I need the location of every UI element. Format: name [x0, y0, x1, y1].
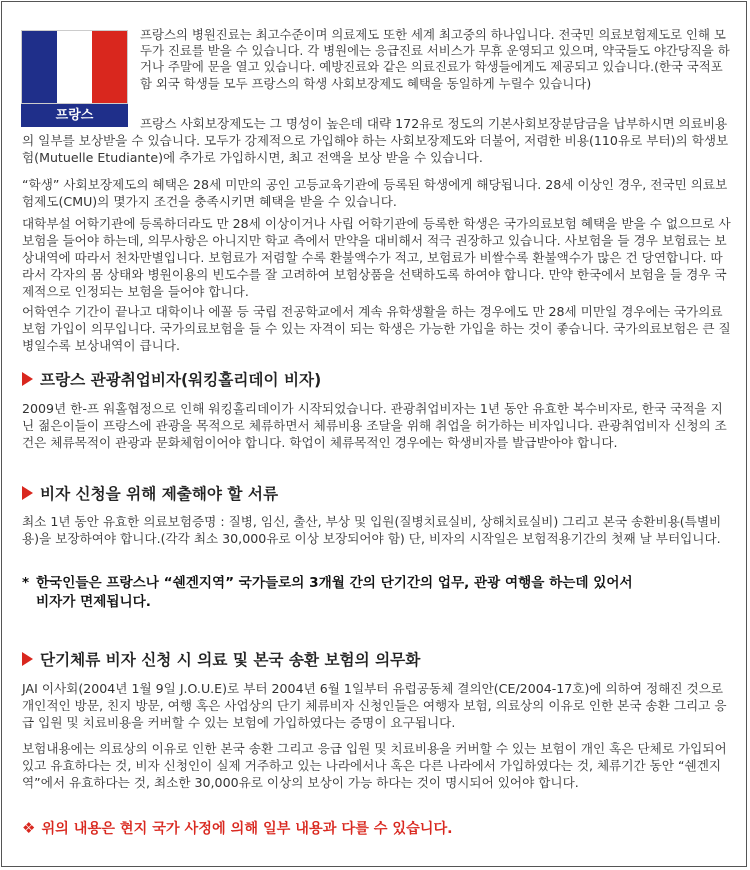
intro-paragraph-1: 프랑스의 병원진료는 최고수준이며 의료제도 또한 세계 최고중의 하나입니다. 전국민 의료보험제도로 인해 모두가 진료를 받을 수 있습니다. 각 병원에는 응급진료 서비스가 무휴 운영되고 있으며, 약국들도 야간당직을 하거나 주말에 문을 열고 있습니다. 예방진료와 같은 의료진료가 학생들에게도 제공되고 있습니다.(한국 국적포함 외국 학생들 모두 프랑스의 학생 사회보장제도 혜택을 동일하게 누릴수 있습니다) [140, 27, 730, 91]
diamond-bullet-icon: ❖ [22, 819, 36, 837]
language-school-paragraph: 대학부설 어학기관에 등록하더라도 만 28세 이상이거나 사립 어학기관에 등록한 학생은 국가의료보험 혜택을 받을 수 없으므로 사보험을 들어야 하는데, 의무사항은 아니지만 학교 측에서 만약을 대비해서 적극 권장하고 있습니다. 사보험을 들 경우 보험료는 보상내역에 따라서 천차만별입니다. 보험료가 저렴할 수록 환불액수가 적고, 보험료가 비쌀수록 환불액수가 많은 건 당연합니다. 따라서 각자의 몸 상태와 병원이용의 빈도수를 잘 고려하여 보험상품을 선택하도록 하여야 합니다. 만약 한국에서 보험을 들 경우 국제적으로 인정되는 보험을 들어야 합니다. [22, 216, 731, 299]
student-benefit-paragraph: “학생” 사회보장제도의 혜택은 28세 미만의 공인 고등교육기관에 등록된 학생에게 해당됩니다. 28세 이상인 경우, 전국민 의료보험제도(CMU)의 몇가지 조건을 충족시키면 혜택을 받을 수 있습니다. [22, 177, 728, 209]
flag-blue-stripe [22, 31, 57, 103]
country-label: 프랑스 [21, 104, 128, 127]
triangle-bullet-icon [22, 652, 33, 666]
working-holiday-heading: 프랑스 관광취업비자(워킹홀리데이 비자) [22, 370, 321, 390]
short-stay-paragraph-2: 보험내용에는 의료상의 이유로 인한 본국 송환 그리고 응급 입원 및 치료비용을 커버할 수 있는 보험이 개인 혹은 단체로 가입되어 있고 유효하다는 것, 비자 신청인이 실제 거주하고 있는 나라에서나 혹은 다른 나라에서 가입하였다는 것, 체류기간 동안 “쉔겐지역”에서 유효하다는 것, 최소한 30,000유로 이상의 보상이 가능 하다는 것이 명시되어 있어야 합니다. [22, 741, 727, 790]
france-flag-block [21, 30, 128, 127]
triangle-bullet-icon [22, 486, 33, 500]
france-flag-icon [21, 30, 128, 104]
flag-red-stripe [92, 31, 127, 103]
visa-exemption-notice: * 한국인들은 프랑스나 “쉔겐지역” 국가들로의 3개월 간의 단기간의 업무, 관광 여행을 하는데 있어서 비자가 면제됩니다. [22, 575, 633, 610]
short-stay-heading: 단기체류 비자 신청 시 의료 및 본국 송환 보험의 의무화 [22, 650, 420, 670]
footer-disclaimer: ❖ 위의 내용은 현지 국가 사정에 의해 일부 내용과 다를 수 있습니다. [22, 819, 453, 837]
flag-white-stripe [57, 31, 92, 103]
triangle-bullet-icon [22, 372, 33, 386]
short-stay-paragraph-1: JAI 이사회(2004년 1월 9일 J.O.U.E)로 부터 2004년 6월 1일부터 유럽공동체 결의안(CE/2004-17호)에 의하여 정해진 것으로 개인적인 방문, 친지 방문, 여행 혹은 사업상의 단기 체류비자 신청인들은 여행자 보험, 의료상의 이유로 인한 본국 송환 그리고 응급 입원 및 치료비용을 커버할 수 있는 보험에 가입하였다는 증명이 요구됩니다. [22, 681, 727, 730]
visa-docs-paragraph: 최소 1년 동안 유효한 의료보험증명 : 질병, 임신, 출산, 부상 및 입원(질병치료실비, 상해치료실비) 그리고 본국 송환비용(특별비용)을 보장하여야 합니다.(각각 최소 30,000유로 이상 보장되어야 함) 단, 비자의 시작일은 보험적용기간의 첫째 날 부터입니다. [22, 514, 722, 546]
after-language-paragraph: 어학연수 기간이 끝나고 대학이나 에꼴 등 국립 전공학교에서 계속 유학생활을 하는 경우에도 만 28세 미만일 경우에는 국가의료보험 가입이 의무입니다. 국가의료보험을 들 수 있는 자격이 되는 학생은 가능한 가입을 하는 것이 좋습니다. 국가의료보험은 큰 질병일수록 보상내역이 큽니다. [22, 304, 731, 353]
asterisk-icon: * [22, 575, 30, 591]
visa-docs-heading: 비자 신청을 위해 제출해야 할 서류 [22, 484, 278, 504]
intro-paragraph-2: 프랑스 사회보장제도는 그 명성이 높은데 대략 172유로 정도의 기본사회보장분담금을 납부하시면 의료비용의 일부를 보상받을 수 있습니다. 모두가 강제적으로 가입해야 하는 사회보장제도와 더불어, 저렴한 비용(110유로 부터)의 학생보험(Mutuelle Etudiante)에 추가로 가입하시면, 최고 전액을 보상 받을 수 있습니다. [22, 116, 729, 165]
working-holiday-paragraph: 2009년 한-프 워홀협정으로 인해 워킹홀리데이가 시작되었습니다. 관광취업비자는 1년 동안 유효한 복수비자로, 한국 국적을 지닌 젊은이들이 프랑스에 관광을 목적으로 체류하면서 체류비용 조달을 위해 취업을 허가하는 비자입니다. 관광취업비자 신청의 조건은 체류목적이 관광과 문화체험이어야 합니다. 학업이 체류목적인 경우에는 학생비자를 발급받아야 합니다. [22, 401, 727, 450]
